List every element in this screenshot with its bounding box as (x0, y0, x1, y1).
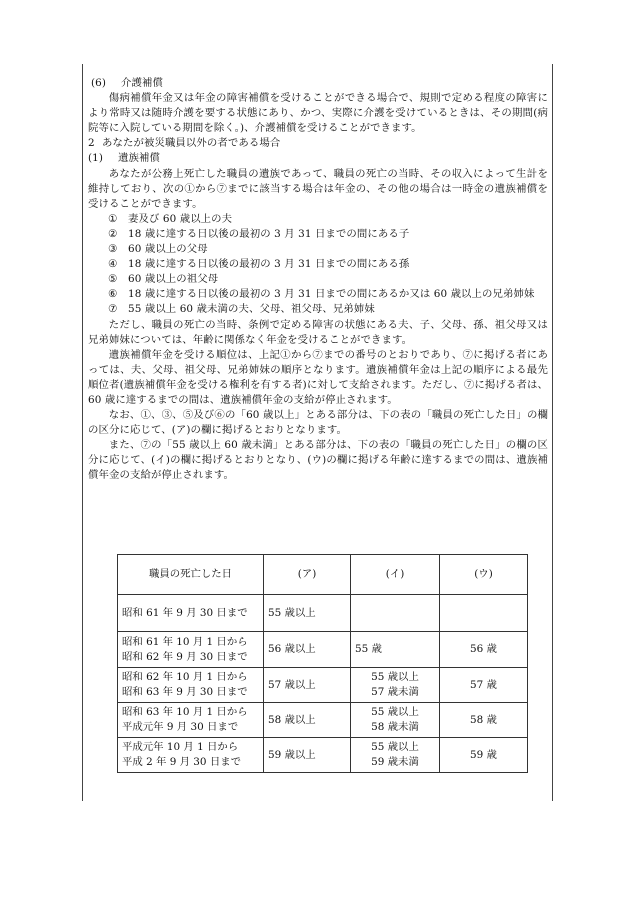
date-cell (118, 632, 264, 668)
list-mark: ⑤ (108, 273, 118, 286)
list-item (88, 287, 548, 302)
date-line: 昭和 62 年 10 月 1 日から (122, 671, 248, 683)
list-item (88, 242, 548, 257)
table-header-row (118, 555, 528, 595)
table-row (118, 738, 528, 773)
list-text: 妻及び 60 歳以上の夫 (128, 212, 233, 225)
list-text: 18 歳に達する日以後の最初の 3 月 31 日までの間にある孫 (128, 258, 410, 271)
section-1-heading (88, 151, 548, 166)
i-line: 57 歳未満 (371, 686, 419, 698)
date-cell (118, 738, 264, 773)
list-item (88, 272, 548, 287)
left-border-line (82, 64, 83, 801)
list-mark: ③ (108, 243, 118, 256)
date-cell (118, 595, 264, 632)
section-1-number: (1) (88, 152, 104, 165)
table-row (118, 632, 528, 668)
i-cell (351, 668, 440, 703)
i-line: 55 歳以上 (371, 741, 419, 753)
section-6-heading (88, 76, 548, 91)
list-mark: ⑦ (108, 303, 118, 316)
i-line: 55 歳以上 (371, 671, 419, 683)
list-item (88, 227, 548, 242)
section-2-number: 2 (88, 137, 95, 150)
i-line: 55 歳以上 (371, 706, 419, 718)
a-cell: 55 歳以上 (264, 595, 351, 632)
u-cell (440, 595, 528, 632)
u-cell: 57 歳 (440, 668, 528, 703)
list-text: 60 歳以上の父母 (128, 243, 208, 256)
section-6-body: 傷病補償年金又は年金の障害補償を受けることができる場合で、規則で定める程度の障害により常時又は随時介護を要する状態にあり、かつ、実際に介護を受けているときは、その期間(病院等に入院している期間を除く。)、介護補償を受けることができます。 (88, 92, 548, 135)
u-cell: 56 歳 (440, 632, 528, 668)
i-line: 58 歳未満 (371, 721, 419, 733)
u-cell: 59 歳 (440, 738, 528, 773)
i-cell: 55 歳 (351, 632, 440, 668)
list-mark: ① (108, 212, 118, 225)
list-text: 18 歳に達する日以後の最初の 3 月 31 日までの間にある子 (128, 227, 410, 240)
u-cell: 58 歳 (440, 703, 528, 738)
beneficiary-list (88, 212, 548, 318)
proviso-paragraph: ただし、職員の死亡の当時、条例で定める障害の状態にある夫、子、父母、孫、祖父母又は兄弟姉妹については、年齢に関係なく年金を受けることができます。 (88, 318, 548, 346)
list-text: 55 歳以上 60 歳未満の夫、父母、祖父母、兄弟姉妹 (128, 303, 375, 316)
date-line: 昭和 63 年 10 月 1 日から (122, 706, 248, 718)
document-body (88, 76, 548, 484)
order-paragraph: 遺族補償年金を受ける順位は、上記①から⑦までの番号のとおりであり、⑦に掲げる者にあっては、夫、父母、祖父母、兄弟姉妹の順序となります。遺族補償年金は上記の順序による最先順位者(遺族補償年金を受ける権利を有する者)に対して支給されます。ただし、⑦に掲げる者は、60 歳に達するまでの間は、遺族補償年金の支給が停止されます。 (88, 348, 548, 406)
a-cell: 59 歳以上 (264, 738, 351, 773)
list-mark: ⑥ (108, 288, 118, 301)
note-paragraph: なお、①、③、⑤及び⑥の「60 歳以上」とある部分は、下の表の「職員の死亡した日」の欄の区分に応じて、(ア)の欄に掲げるとおりとなります。 (88, 409, 548, 437)
date-line: 昭和 62 年 9 月 30 日まで (122, 650, 248, 663)
list-text: 18 歳に達する日以後の最初の 3 月 31 日までの間にあるか又は 60 歳以上の兄弟姉妹 (128, 288, 535, 301)
table-row (118, 668, 528, 703)
date-cell (118, 668, 264, 703)
date-line: 昭和 61 年 10 月 1 日から (122, 635, 248, 648)
list-item (88, 302, 548, 317)
header-i: (イ) (351, 555, 440, 595)
date-line: 平成元年 10 月 1 日から (122, 741, 239, 753)
list-item (88, 257, 548, 272)
date-line: 昭和 61 年 9 月 30 日まで (122, 606, 248, 619)
table-row (118, 703, 528, 738)
a-cell: 56 歳以上 (264, 632, 351, 668)
section-1-intro: あなたが公務上死亡した職員の遺族であって、職員の死亡の当時、その収入によって生計を維持しており、次の①から⑦までに該当する場合は年金の、その他の場合は一時金の遺族補償を受けることができます。 (88, 167, 548, 210)
section-2-title: あなたが被災職員以外の者である場合 (102, 137, 281, 150)
section-6-number: (6) (91, 77, 107, 89)
i-cell (351, 703, 440, 738)
header-death-date: 職員の死亡した日 (118, 555, 264, 595)
section-6-title: 介護補償 (121, 77, 163, 89)
a-cell: 57 歳以上 (264, 668, 351, 703)
date-line: 昭和 63 年 9 月 30 日まで (122, 686, 248, 698)
header-a: (ア) (264, 555, 351, 595)
date-line: 平成 2 年 9 月 30 日まで (122, 756, 241, 768)
also-paragraph: また、⑦の「55 歳以上 60 歳未満」とある部分は、下の表の「職員の死亡した日」の欄の区分に応じて、(イ)の欄に掲げるとおりとなり、(ウ)の欄に掲げる年齢に達するまでの間は、遺族補償年金の支給が停止されます。 (88, 439, 548, 482)
date-cell (118, 703, 264, 738)
list-mark: ④ (108, 258, 118, 271)
a-cell: 58 歳以上 (264, 703, 351, 738)
list-item (88, 212, 548, 227)
i-cell (351, 595, 440, 632)
table-row (118, 595, 528, 632)
section-2-heading (88, 136, 548, 151)
age-table (117, 554, 528, 773)
header-u: (ウ) (440, 555, 528, 595)
i-cell (351, 738, 440, 773)
list-text: 60 歳以上の祖父母 (128, 273, 219, 286)
section-1-title: 遺族補償 (118, 152, 160, 165)
i-line: 59 歳未満 (371, 756, 419, 768)
right-border-line (552, 64, 553, 801)
list-mark: ② (108, 227, 118, 240)
date-line: 平成元年 9 月 30 日まで (122, 721, 239, 733)
